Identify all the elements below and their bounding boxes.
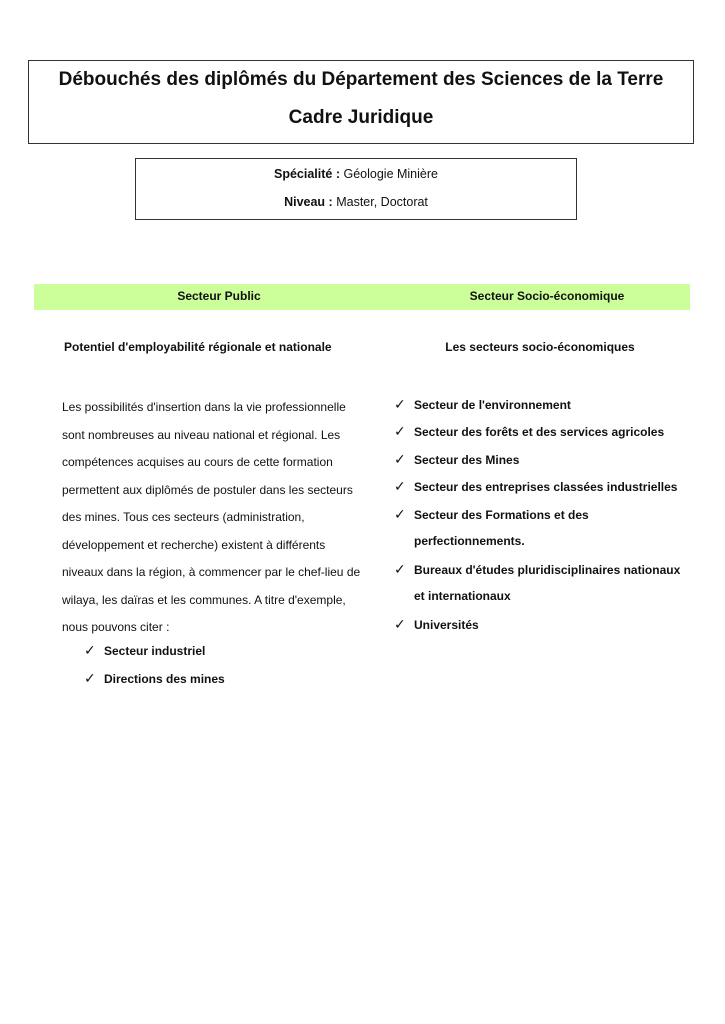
specialty-label: Spécialité : [274,167,340,181]
checkmark-icon: ✓ [84,642,96,658]
paragraph-line: sont nombreuses au niveau national et régional. Les [62,427,341,442]
specialty-box [135,158,577,220]
list-item-continuation: perfectionnements. [414,534,525,548]
list-item [394,396,571,413]
specialty-line [136,167,576,181]
list-item-label: Bureaux d'études pluridisciplinaires nationaux [414,563,681,577]
list-item [394,478,677,495]
list-item-label: Secteur industriel [104,644,206,658]
list-item [84,642,205,659]
page-title: Débouchés des diplômés du Département des Sciences de la Terre [58,69,664,90]
list-item-label: Secteur des Formations et des [414,508,589,522]
socio-sector-header: Secteur Socio-économique [469,289,625,303]
specialty-value: Géologie Minière [343,167,438,181]
paragraph-line: niveaux dans la région, à commencer par le chef-lieu de [62,565,361,579]
paragraph-line: développement et recherche) existent à différents [62,537,326,552]
title-box [28,60,694,144]
checkmark-icon: ✓ [394,506,406,522]
list-item [394,616,479,633]
public-sector-header: Secteur Public [177,289,261,303]
list-item-label: Secteur de l'environnement [414,398,571,412]
list-item-label: Universités [414,618,479,632]
public-paragraph [62,394,362,642]
public-heading: Potentiel d'employabilité régionale et nationale [64,340,332,354]
paragraph-line: permettent aux diplômés de postuler dans les secteurs [62,482,353,497]
level-value: Master, Doctorat [336,195,428,209]
checkmark-icon: ✓ [394,478,406,494]
list-item [394,423,664,440]
checkmark-icon: ✓ [394,396,406,412]
level-label: Niveau : [284,195,333,209]
sector-header-band [34,284,690,310]
list-item [84,670,225,687]
list-item-label: Secteur des Mines [414,453,520,467]
list-item-continuation: et internationaux [414,589,511,603]
checkmark-icon: ✓ [84,670,96,686]
checkmark-icon: ✓ [394,423,406,439]
list-item [394,451,519,468]
list-item [394,561,680,578]
socio-heading: Les secteurs socio-économiques [445,340,635,354]
level-line [136,195,576,209]
list-item [394,506,589,523]
checkmark-icon: ✓ [394,451,406,467]
list-item-label: Secteur des entreprises classées industrielles [414,480,678,494]
paragraph-line: Les possibilités d'insertion dans la vie professionnelle [62,400,346,414]
list-item-label: Secteur des forêts et des services agricoles [414,425,665,439]
paragraph-line: wilaya, les daïras et les communes. A titre d'exemple, [62,592,346,607]
page-subtitle: Cadre Juridique [288,107,434,128]
paragraph-line: nous pouvons citer : [62,620,170,634]
checkmark-icon: ✓ [394,616,406,632]
list-item-label: Directions des mines [104,672,225,686]
checkmark-icon: ✓ [394,561,406,577]
paragraph-line: des mines. Tous ces secteurs (administration, [62,510,305,524]
paragraph-line: compétences acquises au cours de cette formation [62,455,333,469]
